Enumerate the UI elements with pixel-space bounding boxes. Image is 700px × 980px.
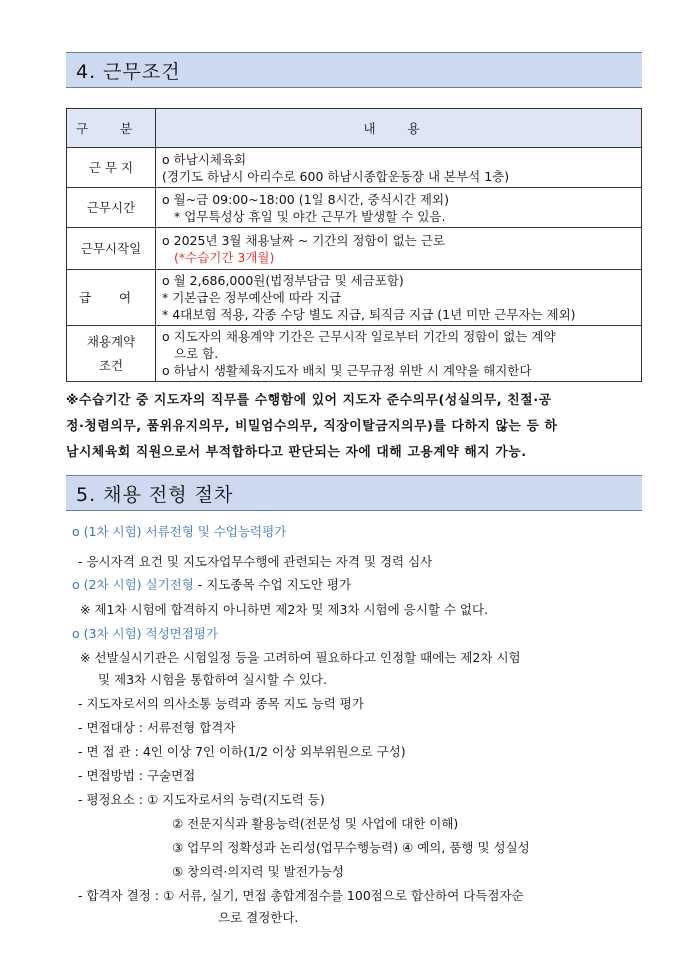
stage-3-note-cont: 및 제3차 시험을 통합하여 실시할 수 있다. xyxy=(98,672,327,687)
notice-line: 정·청렴의무, 품위유지의무, 비밀엄수의무, 직장이탈금지의무)를 다하지 않는 등 하 xyxy=(66,419,558,434)
evaluation-factor-5: ⑤ 창의력·의지력 및 발전가능성 xyxy=(172,864,345,879)
table-row xyxy=(67,270,642,326)
probation-notice xyxy=(66,388,644,466)
header-category: 구 분 xyxy=(67,109,156,148)
table-row xyxy=(67,148,642,188)
row-content-hours xyxy=(156,188,642,228)
stage-1-heading: o (1차 시험) 서류전형 및 수업능력평가 xyxy=(72,524,287,539)
section-5-title: 5. 채용 전형 절차 xyxy=(76,483,234,506)
stage-2-line xyxy=(72,575,351,593)
table-row xyxy=(67,188,642,228)
section-4-title: 4. 근무조건 xyxy=(76,60,181,83)
section-5-header xyxy=(66,475,642,511)
interview-method: - 면접방법 : 구술면접 xyxy=(78,768,196,783)
content-line: * 4대보험 적용, 각종 수당 별도 지급, 퇴직금 지급 (1년 미만 근무자는 제외) xyxy=(162,307,576,322)
row-content-salary xyxy=(156,270,642,326)
table-row xyxy=(67,326,642,382)
table-header-row xyxy=(67,109,642,148)
row-label-start-date: 근무시작일 xyxy=(67,228,156,270)
probation-note: (*수습기간 3개월) xyxy=(174,249,275,265)
content-line: 으로 함. xyxy=(174,346,219,361)
stage-3-note: ※ 선발실시기관은 시험일정 등을 고려하여 필요하다고 인정할 때에는 제2차 시험 xyxy=(80,650,521,665)
content-line: o 하남시체육회 xyxy=(162,151,247,167)
interview-target: - 면접대상 : 서류전형 합격자 xyxy=(78,720,236,735)
notice-line: ※수습기간 중 지도자의 직무를 수행함에 있어 지도자 준수의무(성실의무, 친절·공 xyxy=(66,393,552,408)
content-line: o 월~금 09:00~18:00 (1일 8시간, 중식시간 제외) xyxy=(162,191,449,207)
row-content-contract xyxy=(156,326,642,382)
header-content: 내 용 xyxy=(156,109,642,148)
row-label-hours: 근무시간 xyxy=(67,188,156,228)
row-label-salary: 급 여 xyxy=(67,270,156,326)
interviewers: - 면 접 관 : 4인 이상 7인 이하(1/2 이상 외부위원으로 구성) xyxy=(78,744,406,759)
stage-2-detail: - 지도종목 수업 지도안 평가 xyxy=(193,577,352,592)
row-label-location: 근 무 지 xyxy=(67,148,156,188)
content-line: o 월 2,686,000원(법정부담금 및 세금포함) xyxy=(162,273,404,288)
work-conditions-table xyxy=(66,108,642,382)
label-line: 조건 xyxy=(98,357,124,373)
stage-1-detail: - 응시자격 요건 및 지도자업무수행에 관련되는 자격 및 경력 심사 xyxy=(78,554,433,569)
pass-decision-cont: 으로 결정한다. xyxy=(218,910,299,925)
table-row xyxy=(67,228,642,270)
section-4-header xyxy=(66,52,642,88)
pass-decision: - 합격자 결정 : ① 서류, 실기, 면접 총합계점수를 100점으로 합산하여 다득점자순 xyxy=(78,888,524,903)
evaluation-factor-2: ② 전문지식과 활용능력(전문성 및 사업에 대한 이해) xyxy=(172,816,459,831)
interview-purpose: - 지도자로서의 의사소통 능력과 종목 지도 능력 평가 xyxy=(78,696,364,711)
content-line: (경기도 하남시 아리수로 600 하남시종합운동장 내 본부석 1층) xyxy=(162,168,510,184)
content-line: * 기본급은 정부예산에 따라 지급 xyxy=(162,290,342,305)
stage-3-heading: o (3차 시험) 적성면접평가 xyxy=(72,626,218,641)
content-line: o 하남시 생활체육지도자 배치 및 근무규정 위반 시 계약을 해지한다 xyxy=(162,363,532,378)
stage-2-note: ※ 제1차 시험에 합격하지 아니하면 제2차 및 제3차 시험에 응시할 수 없다. xyxy=(80,602,489,617)
evaluation-factor-3: ③ 업무의 정확성과 논리성(업무수행능력) ④ 예의, 품행 및 성실성 xyxy=(172,840,530,855)
row-label-contract xyxy=(67,326,156,382)
row-content-start-date xyxy=(156,228,642,270)
content-line: o 지도자의 채용계약 기간은 근무시작 일로부터 기간의 정함이 없는 계약 xyxy=(162,329,556,344)
notice-line: 남시체육회 직원으로서 부적합하다고 판단되는 자에 대해 고용계약 해지 가능. xyxy=(66,445,527,460)
content-line: * 업무특성상 휴일 및 야간 근무가 발생할 수 있음. xyxy=(174,208,446,224)
content-line: o 2025년 3월 채용날짜 ~ 기간의 정함이 없는 근로 xyxy=(162,232,445,248)
stage-2-heading: o (2차 시험) 실기전형 xyxy=(72,577,194,592)
label-line: 채용계약 xyxy=(86,333,136,349)
evaluation-factor-1: - 평정요소 : ① 지도자로서의 능력(지도력 등) xyxy=(78,792,325,807)
row-content-location xyxy=(156,148,642,188)
